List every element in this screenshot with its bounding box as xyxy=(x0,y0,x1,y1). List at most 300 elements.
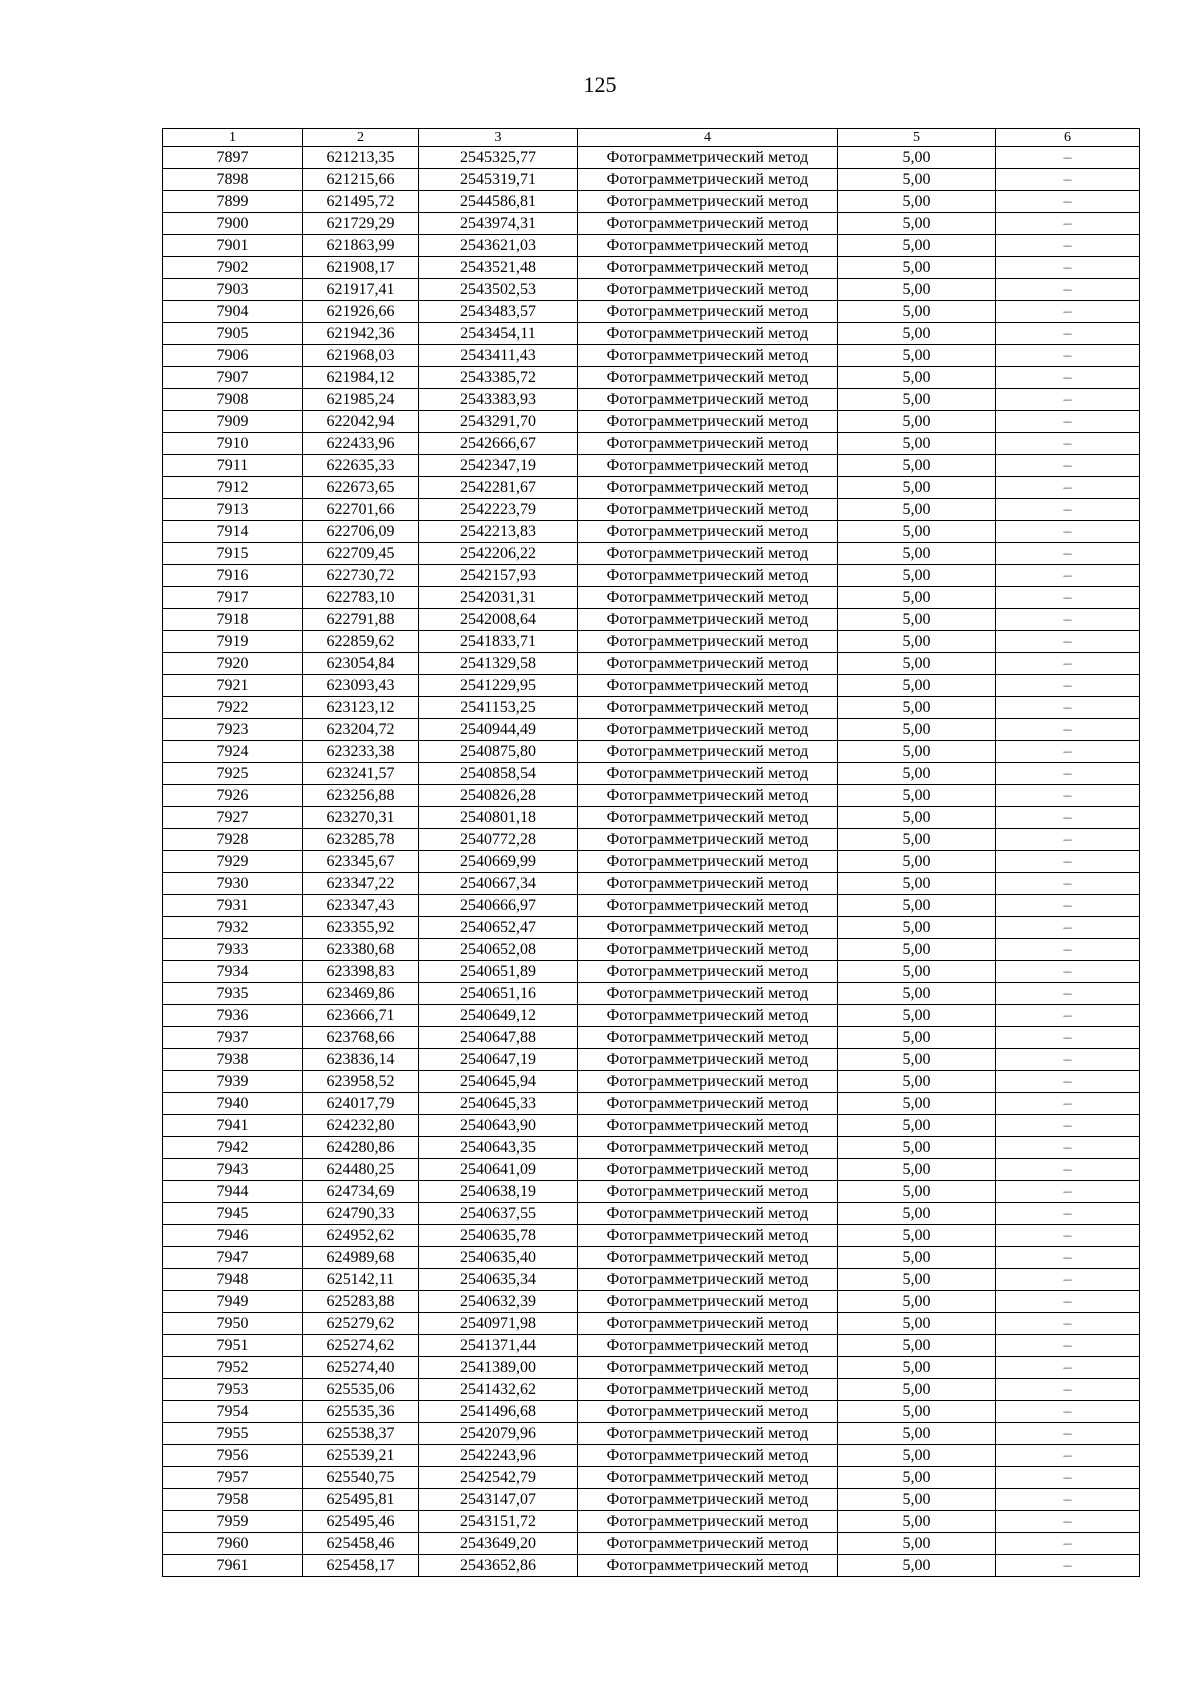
y-coordinate-cell: 2540647,19 xyxy=(419,1049,578,1071)
note-cell: – xyxy=(996,1071,1140,1093)
y-coordinate-cell: 2540645,94 xyxy=(419,1071,578,1093)
method-cell: Фотограмметрический метод xyxy=(578,1379,838,1401)
method-cell: Фотограмметрический метод xyxy=(578,1203,838,1225)
point-number-cell: 7936 xyxy=(163,1005,303,1027)
point-number-cell: 7905 xyxy=(163,323,303,345)
x-coordinate-cell: 623347,22 xyxy=(303,873,419,895)
accuracy-cell: 5,00 xyxy=(838,213,996,235)
note-cell: – xyxy=(996,1159,1140,1181)
point-number-cell: 7943 xyxy=(163,1159,303,1181)
x-coordinate-cell: 623836,14 xyxy=(303,1049,419,1071)
point-number-cell: 7919 xyxy=(163,631,303,653)
point-number-cell: 7953 xyxy=(163,1379,303,1401)
point-number-cell: 7938 xyxy=(163,1049,303,1071)
method-cell: Фотограмметрический метод xyxy=(578,301,838,323)
table-row xyxy=(163,741,1140,763)
method-cell: Фотограмметрический метод xyxy=(578,1489,838,1511)
table-row xyxy=(163,1489,1140,1511)
table-row xyxy=(163,895,1140,917)
method-cell: Фотограмметрический метод xyxy=(578,983,838,1005)
y-coordinate-cell: 2540635,40 xyxy=(419,1247,578,1269)
table-row xyxy=(163,1379,1140,1401)
method-cell: Фотограмметрический метод xyxy=(578,279,838,301)
table-row xyxy=(163,235,1140,257)
y-coordinate-cell: 2543483,57 xyxy=(419,301,578,323)
accuracy-cell: 5,00 xyxy=(838,1511,996,1533)
x-coordinate-cell: 624232,80 xyxy=(303,1115,419,1137)
point-number-cell: 7942 xyxy=(163,1137,303,1159)
x-coordinate-cell: 623123,12 xyxy=(303,697,419,719)
point-number-cell: 7930 xyxy=(163,873,303,895)
point-number-cell: 7948 xyxy=(163,1269,303,1291)
table-row xyxy=(163,631,1140,653)
note-cell: – xyxy=(996,1181,1140,1203)
note-cell: – xyxy=(996,851,1140,873)
accuracy-cell: 5,00 xyxy=(838,1137,996,1159)
x-coordinate-cell: 623666,71 xyxy=(303,1005,419,1027)
note-cell: – xyxy=(996,213,1140,235)
note-cell: – xyxy=(996,1137,1140,1159)
note-cell: – xyxy=(996,895,1140,917)
method-cell: Фотограмметрический метод xyxy=(578,1093,838,1115)
point-number-cell: 7928 xyxy=(163,829,303,851)
method-cell: Фотограмметрический метод xyxy=(578,1291,838,1313)
x-coordinate-cell: 622709,45 xyxy=(303,543,419,565)
y-coordinate-cell: 2540858,54 xyxy=(419,763,578,785)
point-number-cell: 7918 xyxy=(163,609,303,631)
x-coordinate-cell: 623380,68 xyxy=(303,939,419,961)
point-number-cell: 7950 xyxy=(163,1313,303,1335)
method-cell: Фотограмметрический метод xyxy=(578,1115,838,1137)
note-cell: – xyxy=(996,1357,1140,1379)
x-coordinate-cell: 624480,25 xyxy=(303,1159,419,1181)
point-number-cell: 7959 xyxy=(163,1511,303,1533)
point-number-cell: 7915 xyxy=(163,543,303,565)
y-coordinate-cell: 2540635,78 xyxy=(419,1225,578,1247)
table-row xyxy=(163,1027,1140,1049)
accuracy-cell: 5,00 xyxy=(838,1533,996,1555)
y-coordinate-cell: 2540651,16 xyxy=(419,983,578,1005)
accuracy-cell: 5,00 xyxy=(838,301,996,323)
point-number-cell: 7925 xyxy=(163,763,303,785)
note-cell: – xyxy=(996,741,1140,763)
table-row xyxy=(163,455,1140,477)
note-cell: – xyxy=(996,697,1140,719)
note-cell: – xyxy=(996,631,1140,653)
note-cell: – xyxy=(996,1555,1140,1577)
table-row xyxy=(163,477,1140,499)
note-cell: – xyxy=(996,917,1140,939)
point-number-cell: 7921 xyxy=(163,675,303,697)
y-coordinate-cell: 2542079,96 xyxy=(419,1423,578,1445)
accuracy-cell: 5,00 xyxy=(838,719,996,741)
method-cell: Фотограмметрический метод xyxy=(578,543,838,565)
accuracy-cell: 5,00 xyxy=(838,697,996,719)
accuracy-cell: 5,00 xyxy=(838,323,996,345)
header-row xyxy=(163,129,1140,147)
point-number-cell: 7909 xyxy=(163,411,303,433)
point-number-cell: 7949 xyxy=(163,1291,303,1313)
table-row xyxy=(163,719,1140,741)
point-number-cell: 7914 xyxy=(163,521,303,543)
point-number-cell: 7912 xyxy=(163,477,303,499)
method-cell: Фотограмметрический метод xyxy=(578,741,838,763)
accuracy-cell: 5,00 xyxy=(838,1555,996,1577)
x-coordinate-cell: 623355,92 xyxy=(303,917,419,939)
x-coordinate-cell: 623093,43 xyxy=(303,675,419,697)
accuracy-cell: 5,00 xyxy=(838,1401,996,1423)
point-number-cell: 7958 xyxy=(163,1489,303,1511)
point-number-cell: 7917 xyxy=(163,587,303,609)
method-cell: Фотограмметрический метод xyxy=(578,1445,838,1467)
y-coordinate-cell: 2543621,03 xyxy=(419,235,578,257)
method-cell: Фотограмметрический метод xyxy=(578,1357,838,1379)
table-row xyxy=(163,1533,1140,1555)
note-cell: – xyxy=(996,1027,1140,1049)
note-cell: – xyxy=(996,1291,1140,1313)
point-number-cell: 7923 xyxy=(163,719,303,741)
note-cell: – xyxy=(996,829,1140,851)
method-cell: Фотограмметрический метод xyxy=(578,367,838,389)
y-coordinate-cell: 2541496,68 xyxy=(419,1401,578,1423)
accuracy-cell: 5,00 xyxy=(838,1357,996,1379)
table-row xyxy=(163,917,1140,939)
y-coordinate-cell: 2543411,43 xyxy=(419,345,578,367)
accuracy-cell: 5,00 xyxy=(838,257,996,279)
table-row xyxy=(163,1159,1140,1181)
accuracy-cell: 5,00 xyxy=(838,1027,996,1049)
y-coordinate-cell: 2544586,81 xyxy=(419,191,578,213)
method-cell: Фотограмметрический метод xyxy=(578,455,838,477)
method-cell: Фотограмметрический метод xyxy=(578,389,838,411)
method-cell: Фотограмметрический метод xyxy=(578,477,838,499)
y-coordinate-cell: 2545325,77 xyxy=(419,147,578,169)
y-coordinate-cell: 2543147,07 xyxy=(419,1489,578,1511)
point-number-cell: 7903 xyxy=(163,279,303,301)
y-coordinate-cell: 2543383,93 xyxy=(419,389,578,411)
point-number-cell: 7910 xyxy=(163,433,303,455)
y-coordinate-cell: 2541229,95 xyxy=(419,675,578,697)
accuracy-cell: 5,00 xyxy=(838,1005,996,1027)
accuracy-cell: 5,00 xyxy=(838,1203,996,1225)
x-coordinate-cell: 621215,66 xyxy=(303,169,419,191)
y-coordinate-cell: 2540643,90 xyxy=(419,1115,578,1137)
x-coordinate-cell: 625458,46 xyxy=(303,1533,419,1555)
y-coordinate-cell: 2543649,20 xyxy=(419,1533,578,1555)
method-cell: Фотограмметрический метод xyxy=(578,785,838,807)
method-cell: Фотограмметрический метод xyxy=(578,675,838,697)
y-coordinate-cell: 2540651,89 xyxy=(419,961,578,983)
table-row xyxy=(163,1115,1140,1137)
method-cell: Фотограмметрический метод xyxy=(578,1225,838,1247)
y-coordinate-cell: 2540801,18 xyxy=(419,807,578,829)
table-row xyxy=(163,367,1140,389)
note-cell: – xyxy=(996,1401,1140,1423)
table-row xyxy=(163,279,1140,301)
note-cell: – xyxy=(996,653,1140,675)
x-coordinate-cell: 623204,72 xyxy=(303,719,419,741)
x-coordinate-cell: 624017,79 xyxy=(303,1093,419,1115)
table-row xyxy=(163,345,1140,367)
table-row xyxy=(163,939,1140,961)
point-number-cell: 7946 xyxy=(163,1225,303,1247)
y-coordinate-cell: 2540826,28 xyxy=(419,785,578,807)
table-row xyxy=(163,521,1140,543)
accuracy-cell: 5,00 xyxy=(838,147,996,169)
y-coordinate-cell: 2542243,96 xyxy=(419,1445,578,1467)
accuracy-cell: 5,00 xyxy=(838,1159,996,1181)
method-cell: Фотограмметрический метод xyxy=(578,257,838,279)
x-coordinate-cell: 625279,62 xyxy=(303,1313,419,1335)
note-cell: – xyxy=(996,1445,1140,1467)
table-row xyxy=(163,411,1140,433)
accuracy-cell: 5,00 xyxy=(838,1247,996,1269)
accuracy-cell: 5,00 xyxy=(838,587,996,609)
y-coordinate-cell: 2540666,97 xyxy=(419,895,578,917)
accuracy-cell: 5,00 xyxy=(838,807,996,829)
method-cell: Фотограмметрический метод xyxy=(578,917,838,939)
note-cell: – xyxy=(996,1005,1140,1027)
point-number-cell: 7955 xyxy=(163,1423,303,1445)
table-row xyxy=(163,1181,1140,1203)
y-coordinate-cell: 2540635,34 xyxy=(419,1269,578,1291)
method-cell: Фотограмметрический метод xyxy=(578,235,838,257)
accuracy-cell: 5,00 xyxy=(838,279,996,301)
table-row xyxy=(163,1093,1140,1115)
y-coordinate-cell: 2540638,19 xyxy=(419,1181,578,1203)
note-cell: – xyxy=(996,345,1140,367)
accuracy-cell: 5,00 xyxy=(838,1291,996,1313)
point-number-cell: 7954 xyxy=(163,1401,303,1423)
method-cell: Фотограмметрический метод xyxy=(578,807,838,829)
method-cell: Фотограмметрический метод xyxy=(578,763,838,785)
x-coordinate-cell: 624989,68 xyxy=(303,1247,419,1269)
accuracy-cell: 5,00 xyxy=(838,785,996,807)
x-coordinate-cell: 621908,17 xyxy=(303,257,419,279)
table-row xyxy=(163,1049,1140,1071)
method-cell: Фотограмметрический метод xyxy=(578,697,838,719)
accuracy-cell: 5,00 xyxy=(838,741,996,763)
y-coordinate-cell: 2541389,00 xyxy=(419,1357,578,1379)
method-cell: Фотограмметрический метод xyxy=(578,323,838,345)
x-coordinate-cell: 625538,37 xyxy=(303,1423,419,1445)
accuracy-cell: 5,00 xyxy=(838,1071,996,1093)
table-row xyxy=(163,1445,1140,1467)
column-header: 5 xyxy=(838,129,996,147)
note-cell: – xyxy=(996,1379,1140,1401)
table-row xyxy=(163,609,1140,631)
x-coordinate-cell: 625274,40 xyxy=(303,1357,419,1379)
method-cell: Фотограмметрический метод xyxy=(578,1313,838,1335)
point-number-cell: 7941 xyxy=(163,1115,303,1137)
table-row xyxy=(163,301,1140,323)
method-cell: Фотограмметрический метод xyxy=(578,521,838,543)
table-row xyxy=(163,565,1140,587)
x-coordinate-cell: 621984,12 xyxy=(303,367,419,389)
table-row xyxy=(163,1269,1140,1291)
accuracy-cell: 5,00 xyxy=(838,235,996,257)
note-cell: – xyxy=(996,1423,1140,1445)
point-number-cell: 7952 xyxy=(163,1357,303,1379)
accuracy-cell: 5,00 xyxy=(838,653,996,675)
y-coordinate-cell: 2542666,67 xyxy=(419,433,578,455)
x-coordinate-cell: 625495,46 xyxy=(303,1511,419,1533)
table-row xyxy=(163,1291,1140,1313)
table-row xyxy=(163,1335,1140,1357)
point-number-cell: 7944 xyxy=(163,1181,303,1203)
note-cell: – xyxy=(996,983,1140,1005)
x-coordinate-cell: 625458,17 xyxy=(303,1555,419,1577)
x-coordinate-cell: 624734,69 xyxy=(303,1181,419,1203)
accuracy-cell: 5,00 xyxy=(838,631,996,653)
y-coordinate-cell: 2540649,12 xyxy=(419,1005,578,1027)
note-cell: – xyxy=(996,301,1140,323)
point-number-cell: 7960 xyxy=(163,1533,303,1555)
x-coordinate-cell: 622433,96 xyxy=(303,433,419,455)
accuracy-cell: 5,00 xyxy=(838,543,996,565)
point-number-cell: 7951 xyxy=(163,1335,303,1357)
note-cell: – xyxy=(996,257,1140,279)
method-cell: Фотограмметрический метод xyxy=(578,411,838,433)
accuracy-cell: 5,00 xyxy=(838,1335,996,1357)
table-row xyxy=(163,1071,1140,1093)
accuracy-cell: 5,00 xyxy=(838,873,996,895)
point-number-cell: 7920 xyxy=(163,653,303,675)
note-cell: – xyxy=(996,763,1140,785)
accuracy-cell: 5,00 xyxy=(838,1269,996,1291)
note-cell: – xyxy=(996,1093,1140,1115)
method-cell: Фотограмметрический метод xyxy=(578,565,838,587)
x-coordinate-cell: 621495,72 xyxy=(303,191,419,213)
method-cell: Фотограмметрический метод xyxy=(578,719,838,741)
y-coordinate-cell: 2541153,25 xyxy=(419,697,578,719)
x-coordinate-cell: 623241,57 xyxy=(303,763,419,785)
y-coordinate-cell: 2540647,88 xyxy=(419,1027,578,1049)
x-coordinate-cell: 622791,88 xyxy=(303,609,419,631)
point-number-cell: 7927 xyxy=(163,807,303,829)
method-cell: Фотограмметрический метод xyxy=(578,587,838,609)
note-cell: – xyxy=(996,147,1140,169)
table-row xyxy=(163,1225,1140,1247)
y-coordinate-cell: 2540875,80 xyxy=(419,741,578,763)
note-cell: – xyxy=(996,1203,1140,1225)
accuracy-cell: 5,00 xyxy=(838,983,996,1005)
method-cell: Фотограмметрический метод xyxy=(578,1467,838,1489)
method-cell: Фотограмметрический метод xyxy=(578,169,838,191)
accuracy-cell: 5,00 xyxy=(838,455,996,477)
y-coordinate-cell: 2540632,39 xyxy=(419,1291,578,1313)
point-number-cell: 7922 xyxy=(163,697,303,719)
table-row xyxy=(163,323,1140,345)
method-cell: Фотограмметрический метод xyxy=(578,345,838,367)
y-coordinate-cell: 2542223,79 xyxy=(419,499,578,521)
accuracy-cell: 5,00 xyxy=(838,191,996,213)
x-coordinate-cell: 622701,66 xyxy=(303,499,419,521)
point-number-cell: 7934 xyxy=(163,961,303,983)
point-number-cell: 7940 xyxy=(163,1093,303,1115)
note-cell: – xyxy=(996,1115,1140,1137)
method-cell: Фотограмметрический метод xyxy=(578,1533,838,1555)
table-row xyxy=(163,1511,1140,1533)
point-number-cell: 7902 xyxy=(163,257,303,279)
y-coordinate-cell: 2540641,09 xyxy=(419,1159,578,1181)
y-coordinate-cell: 2543974,31 xyxy=(419,213,578,235)
coordinates-table xyxy=(162,128,1140,1577)
note-cell: – xyxy=(996,323,1140,345)
table-row xyxy=(163,807,1140,829)
x-coordinate-cell: 622859,62 xyxy=(303,631,419,653)
y-coordinate-cell: 2542031,31 xyxy=(419,587,578,609)
method-cell: Фотограмметрический метод xyxy=(578,631,838,653)
x-coordinate-cell: 624790,33 xyxy=(303,1203,419,1225)
x-coordinate-cell: 622783,10 xyxy=(303,587,419,609)
note-cell: – xyxy=(996,565,1140,587)
x-coordinate-cell: 623054,84 xyxy=(303,653,419,675)
method-cell: Фотограмметрический метод xyxy=(578,829,838,851)
point-number-cell: 7898 xyxy=(163,169,303,191)
table-row xyxy=(163,543,1140,565)
table-row xyxy=(163,147,1140,169)
table-row xyxy=(163,587,1140,609)
accuracy-cell: 5,00 xyxy=(838,763,996,785)
note-cell: – xyxy=(996,587,1140,609)
table-row xyxy=(163,257,1140,279)
note-cell: – xyxy=(996,785,1140,807)
note-cell: – xyxy=(996,521,1140,543)
accuracy-cell: 5,00 xyxy=(838,1423,996,1445)
point-number-cell: 7897 xyxy=(163,147,303,169)
accuracy-cell: 5,00 xyxy=(838,829,996,851)
method-cell: Фотограмметрический метод xyxy=(578,1005,838,1027)
y-coordinate-cell: 2542008,64 xyxy=(419,609,578,631)
note-cell: – xyxy=(996,1489,1140,1511)
x-coordinate-cell: 623768,66 xyxy=(303,1027,419,1049)
x-coordinate-cell: 623345,67 xyxy=(303,851,419,873)
method-cell: Фотограмметрический метод xyxy=(578,1335,838,1357)
method-cell: Фотограмметрический метод xyxy=(578,147,838,169)
y-coordinate-cell: 2540637,55 xyxy=(419,1203,578,1225)
y-coordinate-cell: 2543454,11 xyxy=(419,323,578,345)
y-coordinate-cell: 2542206,22 xyxy=(419,543,578,565)
accuracy-cell: 5,00 xyxy=(838,1093,996,1115)
accuracy-cell: 5,00 xyxy=(838,1467,996,1489)
x-coordinate-cell: 623270,31 xyxy=(303,807,419,829)
x-coordinate-cell: 625274,62 xyxy=(303,1335,419,1357)
point-number-cell: 7956 xyxy=(163,1445,303,1467)
x-coordinate-cell: 623958,52 xyxy=(303,1071,419,1093)
point-number-cell: 7933 xyxy=(163,939,303,961)
y-coordinate-cell: 2540772,28 xyxy=(419,829,578,851)
y-coordinate-cell: 2540971,98 xyxy=(419,1313,578,1335)
y-coordinate-cell: 2542347,19 xyxy=(419,455,578,477)
method-cell: Фотограмметрический метод xyxy=(578,609,838,631)
method-cell: Фотограмметрический метод xyxy=(578,851,838,873)
accuracy-cell: 5,00 xyxy=(838,433,996,455)
accuracy-cell: 5,00 xyxy=(838,499,996,521)
y-coordinate-cell: 2540643,35 xyxy=(419,1137,578,1159)
point-number-cell: 7911 xyxy=(163,455,303,477)
y-coordinate-cell: 2541371,44 xyxy=(419,1335,578,1357)
method-cell: Фотограмметрический метод xyxy=(578,1027,838,1049)
y-coordinate-cell: 2545319,71 xyxy=(419,169,578,191)
note-cell: – xyxy=(996,609,1140,631)
table-row xyxy=(163,1401,1140,1423)
x-coordinate-cell: 625540,75 xyxy=(303,1467,419,1489)
table-row xyxy=(163,961,1140,983)
x-coordinate-cell: 625142,11 xyxy=(303,1269,419,1291)
y-coordinate-cell: 2540652,08 xyxy=(419,939,578,961)
table-row xyxy=(163,675,1140,697)
